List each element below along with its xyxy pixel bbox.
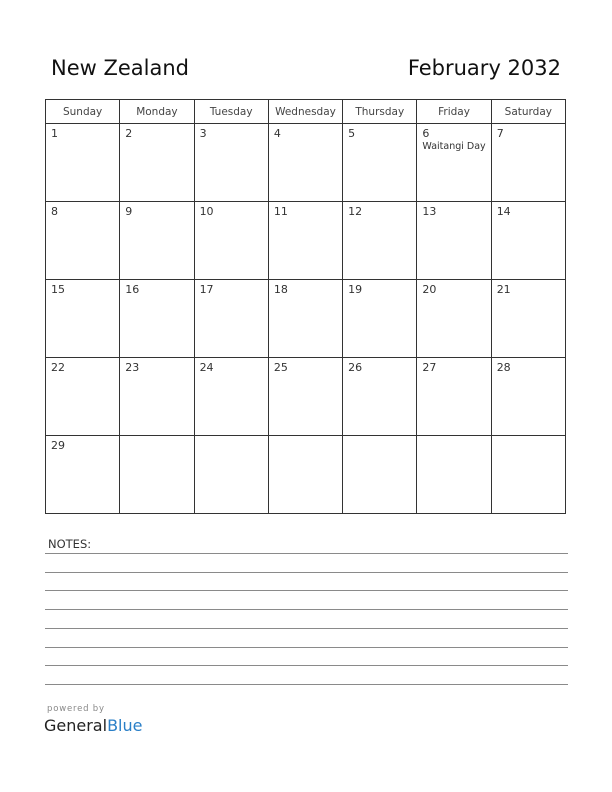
day-cell — [194, 280, 268, 358]
notes-line — [45, 665, 568, 666]
notes-label: NOTES: — [48, 537, 92, 551]
notes-line — [45, 609, 568, 610]
day-number: 13 — [422, 205, 437, 218]
day-number: 4 — [273, 127, 281, 140]
notes-line — [45, 572, 568, 573]
day-number: 11 — [273, 205, 288, 218]
day-number: 10 — [199, 205, 214, 218]
day-cell — [120, 124, 194, 202]
day-cell — [491, 202, 565, 280]
week-row — [46, 436, 566, 514]
week-row — [46, 358, 566, 436]
week-row — [46, 280, 566, 358]
day-number: 3 — [199, 127, 207, 140]
day-number: 8 — [51, 205, 58, 218]
day-cell — [194, 124, 268, 202]
day-number: 2 — [125, 127, 133, 140]
day-cell — [417, 358, 491, 436]
weekday-friday: Friday — [417, 100, 491, 124]
day-cell — [46, 280, 120, 358]
holiday-label: Waitangi Day — [422, 141, 486, 152]
day-number: 1 — [51, 127, 58, 140]
day-number: 26 — [348, 361, 363, 374]
day-cell — [343, 202, 417, 280]
day-number: 6 — [422, 127, 430, 140]
day-cell — [268, 436, 342, 514]
weekday-wednesday: Wednesday — [268, 100, 342, 124]
day-number: 28 — [496, 361, 511, 374]
day-cell — [491, 124, 565, 202]
day-number: 12 — [348, 205, 363, 218]
month-year-title: February 2032 — [407, 56, 561, 80]
day-number: 27 — [422, 361, 437, 374]
notes-line — [45, 628, 568, 629]
day-number: 17 — [199, 283, 214, 296]
week-row — [46, 202, 566, 280]
powered-by-text: powered by — [47, 704, 105, 714]
day-number: 19 — [348, 283, 363, 296]
day-cell — [343, 358, 417, 436]
day-cell — [417, 280, 491, 358]
day-number: 22 — [51, 361, 65, 374]
day-cell — [343, 280, 417, 358]
weekday-monday: Monday — [120, 100, 194, 124]
weekday-saturday: Saturday — [491, 100, 565, 124]
day-number: 25 — [273, 361, 288, 374]
country-title: New Zealand — [51, 56, 189, 80]
day-cell — [194, 358, 268, 436]
day-cell — [120, 436, 194, 514]
weekday-sunday: Sunday — [46, 100, 120, 124]
day-cell — [46, 358, 120, 436]
notes-line — [45, 553, 568, 554]
day-cell — [343, 124, 417, 202]
day-cell — [194, 202, 268, 280]
day-cell — [417, 436, 491, 514]
day-number: 23 — [125, 361, 140, 374]
day-number: 15 — [51, 283, 65, 296]
day-cell — [343, 436, 417, 514]
day-number: 24 — [199, 361, 214, 374]
generalblue-logo — [44, 716, 142, 735]
day-cell — [268, 358, 342, 436]
notes-line — [45, 590, 568, 591]
day-cell — [491, 436, 565, 514]
day-cell — [417, 202, 491, 280]
day-number: 18 — [273, 283, 288, 296]
day-cell — [120, 202, 194, 280]
day-cell — [268, 280, 342, 358]
day-number: 9 — [125, 205, 133, 218]
calendar-grid — [45, 99, 566, 514]
day-cell — [268, 124, 342, 202]
day-number: 7 — [496, 127, 504, 140]
day-number: 5 — [348, 127, 356, 140]
day-number: 16 — [125, 283, 140, 296]
day-cell — [417, 124, 491, 202]
week-row — [46, 124, 566, 202]
brand-blue: Blue — [107, 716, 143, 735]
day-number: 21 — [496, 283, 511, 296]
day-cell — [268, 202, 342, 280]
day-cell — [46, 202, 120, 280]
day-cell — [491, 358, 565, 436]
weekday-header-row — [46, 100, 566, 124]
day-number: 29 — [51, 439, 65, 452]
day-number: 20 — [422, 283, 437, 296]
notes-line — [45, 684, 568, 685]
day-cell — [194, 436, 268, 514]
day-cell — [120, 280, 194, 358]
weekday-thursday: Thursday — [343, 100, 417, 124]
day-cell — [46, 436, 120, 514]
day-cell — [46, 124, 120, 202]
brand-general: General — [44, 716, 108, 735]
weekday-tuesday: Tuesday — [194, 100, 268, 124]
day-number: 14 — [496, 205, 511, 218]
day-cell — [491, 280, 565, 358]
day-cell — [120, 358, 194, 436]
notes-line — [45, 647, 568, 648]
